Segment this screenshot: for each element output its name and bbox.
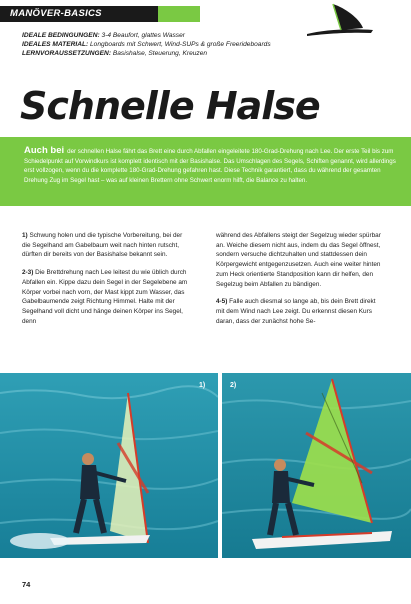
page-number: 74 <box>22 580 31 589</box>
paragraph <box>22 231 189 260</box>
paragraph-text: Falle auch diesmal so lange ab, bis dein Brett direkt mit dem Wind nach Lee zeigt. Du erkennst diesen Kurs daran, dass der zunächst hohe Se- <box>216 298 376 325</box>
photo-label: 2) <box>230 382 237 389</box>
body-column-left <box>22 231 189 334</box>
condition-label: IDEALE BEDINGUNGEN: <box>22 32 100 39</box>
article-title: Schnelle Halse <box>20 84 320 128</box>
paragraph-text: während des Abfallens steigt der Segelzug wieder spürbar an. Weiche diesem nicht aus, indem du das Segel öffnest, sondern versuche dichtzuhalten und stattdessen dein Körpergewicht entgegenzusetzen. Auch eine weiter hinten zum Heck orientierte Standposition kann dir helfen, den Segelzug beim Abfallen zu bändigen. <box>216 232 381 288</box>
step-number: 2-3) <box>22 269 34 277</box>
windsurf-icon <box>303 0 375 44</box>
paragraph <box>22 268 189 326</box>
paragraph <box>216 231 383 289</box>
photo-label: 1) <box>199 382 206 389</box>
photo-step-1 <box>0 373 218 558</box>
condition-value: Longboards mit Schwert, Wind-SUPs & große Freerideboards <box>88 41 271 48</box>
condition-wind <box>22 31 185 40</box>
condition-value: Basishalse, Steuerung, Kreuzen <box>111 50 208 57</box>
photo-step-2 <box>222 373 411 558</box>
condition-prerequisites <box>22 49 207 58</box>
paragraph-text: Die Brettdrehung nach Lee leitest du wie üblich durch Abfallen ein. Kippe dazu dein Segel in der Segelebene am Körper vorbei nach vorn, der Mast kippt zum Wasser, das Gabelbaumende zeigt Richtung Himmel. Halte mit der Segelhand voll dicht und hänge deinen Körper ins Segel, denn <box>22 269 188 325</box>
step-number: 1) <box>22 232 28 239</box>
condition-value: 3-4 Beaufort, glattes Wasser <box>99 32 185 39</box>
paragraph-text: Schwung holen und die typische Vorbereitung, bei der die Segelhand am Gabelbaum weit nach hinten rutscht, dürften dir bereits von der Basishalse bekannt sein. <box>22 232 183 259</box>
intro-body: der schnellen Halse fährt das Brett eine durch Abfallen eingeleitete 180-Grad-Drehung nach Lee. Der erste Teil bis zum Schiedelpunkt auf Vorwindkurs ist komplett identisch mit der Basishalse. Das Umschlagen des Segels, Schiften genannt, wird allerdings erst vollzogen, wenn du die komplette 180-Grad-Drehung gefahren hast. Diese Technik garantiert, dass du während der gesamten Drehung Zug im Segel hast – was auf kleinen Brettern ohne Schwert enorm hilft, die Balance zu halten. <box>24 148 396 184</box>
condition-material <box>22 40 271 49</box>
condition-label: IDEALES MATERIAL: <box>22 41 89 48</box>
intro-lead: Auch bei <box>24 145 65 156</box>
section-header-bar <box>0 6 158 22</box>
section-label: MANÖVER-BASICS <box>10 8 102 19</box>
body-column-right <box>216 231 383 334</box>
condition-label: LERNVORAUSSETZUNGEN: <box>22 50 112 57</box>
paragraph <box>216 297 383 326</box>
section-accent-bar <box>158 6 200 22</box>
step-number: 4-5) <box>216 298 228 306</box>
intro-text <box>24 146 396 185</box>
